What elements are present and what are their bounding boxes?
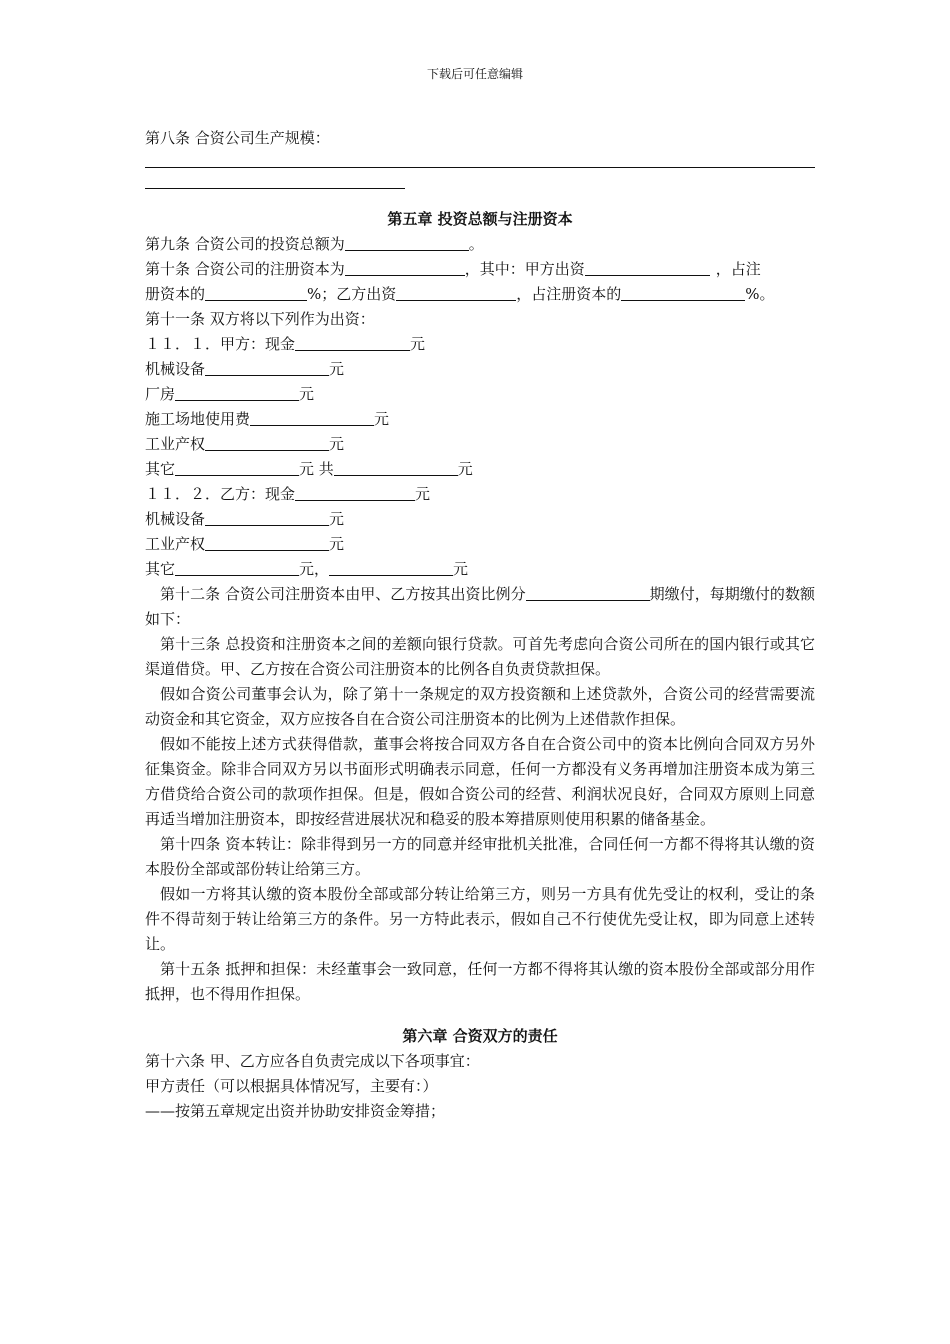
party-b-machinery: 机械设备 元 <box>145 510 345 528</box>
page-header: 下载后可任意编辑 <box>426 67 523 81</box>
blank <box>585 260 710 276</box>
article-10: 第十条 合资公司的注册资本为 ，其中：甲方出资 ，占注 <box>145 260 761 278</box>
blank <box>175 560 299 576</box>
blank <box>295 335 410 351</box>
party-b-other: 其它 元， 元 <box>145 560 469 578</box>
blank <box>175 385 299 401</box>
article-13-p2: 假如合资公司董事会认为，除了第十一条规定的双方投资额和上述贷款外，合资公司的经营需要流动资金和其它资金，双方应按各自在合资公司注册资本的比例为上述借款作担保。 <box>145 685 815 728</box>
chapter-6-title: 第六章 合资双方的责任 <box>402 1027 558 1045</box>
blank <box>250 410 374 426</box>
article-12: 第十二条 合资公司注册资本由甲、乙方按其出资比例分 期缴付，每期缴付的数额如下： <box>145 585 815 628</box>
blank <box>526 585 650 601</box>
responsibility-item: ——按第五章规定出资并协助安排资金筹措； <box>145 1102 446 1120</box>
party-a-responsibility: 甲方责任（可以根据具体情况写，主要有：） <box>145 1077 438 1095</box>
article-10-cont: 册资本的 %；乙方出资 ，占注册资本的 %。 <box>145 285 775 303</box>
blank <box>205 510 329 526</box>
blank <box>621 285 745 301</box>
spacer <box>145 1007 815 1024</box>
blank <box>329 560 453 576</box>
blank <box>175 460 299 476</box>
article-11: 第十一条 双方将以下列作为出资： <box>145 310 375 328</box>
party-a-machinery: 机械设备 元 <box>145 360 345 378</box>
blank <box>295 485 415 501</box>
blank-line-short <box>145 172 405 189</box>
chapter-5-title: 第五章 投资总额与注册资本 <box>387 210 573 228</box>
party-b-cash: １１．２．乙方：现金 元 <box>145 485 431 503</box>
party-a-ip: 工业产权 元 <box>145 435 345 453</box>
party-b-ip: 工业产权 元 <box>145 535 345 553</box>
party-a-cash: １１．１．甲方：现金 元 <box>145 335 426 353</box>
blank <box>205 435 329 451</box>
article-13-p1: 第十三条 总投资和注册资本之间的差额向银行贷款。可首先考虑向合资公司所在的国内银行或其它渠道借贷。甲、乙方按在合资公司注册资本的比例各自负责贷款担保。 <box>145 635 815 678</box>
blank <box>345 260 465 276</box>
blank <box>205 285 307 301</box>
document-body <box>145 126 815 1124</box>
article-15: 第十五条 抵押和担保：未经董事会一致同意，任何一方都不得将其认缴的资本股份全部或部分用作抵押，也不得用作担保。 <box>145 960 815 1003</box>
article-14-p1: 第十四条 资本转让：除非得到另一方的同意并经审批机关批准，合同任何一方都不得将其认缴的资本股份全部或部份转让给第三方。 <box>145 835 815 878</box>
blank <box>205 360 329 376</box>
blank <box>205 535 329 551</box>
article-14-p2: 假如一方将其认缴的资本股份全部或部分转让给第三方，则另一方具有优先受让的权利，受让的条件不得苛刻于转让给第三方的条件。另一方特此表示，假如自己不行使优先受让权，即为同意上述转让。 <box>145 885 815 953</box>
party-a-other: 其它 元 共 元 <box>145 460 473 478</box>
article-13-p3: 假如不能按上述方式获得借款，董事会将按合同双方各自在合资公司中的资本比例向合同双方另外征集资金。除非合同双方另以书面形式明确表示同意，任何一方都没有义务再增加注册资本成为第三方借贷给合资公司的款项作担保。但是，假如合资公司的经营、利润状况良好，合同双方原则上同意再适当增加注册资本，即按经营进展状况和稳妥的股本筹措原则使用积累的储备基金。 <box>145 735 815 828</box>
article-16: 第十六条 甲、乙方应各自负责完成以下各项事宜： <box>145 1052 480 1070</box>
article-9: 第九条 合资公司的投资总额为 。 <box>145 235 484 253</box>
party-a-plant: 厂房 元 <box>145 385 315 403</box>
blank <box>334 460 458 476</box>
blank <box>396 285 516 301</box>
blank <box>345 235 469 251</box>
article-8: 第八条 合资公司生产规模： <box>145 129 330 147</box>
blank-line <box>145 151 815 168</box>
party-a-site-fee: 施工场地使用费 元 <box>145 410 390 428</box>
